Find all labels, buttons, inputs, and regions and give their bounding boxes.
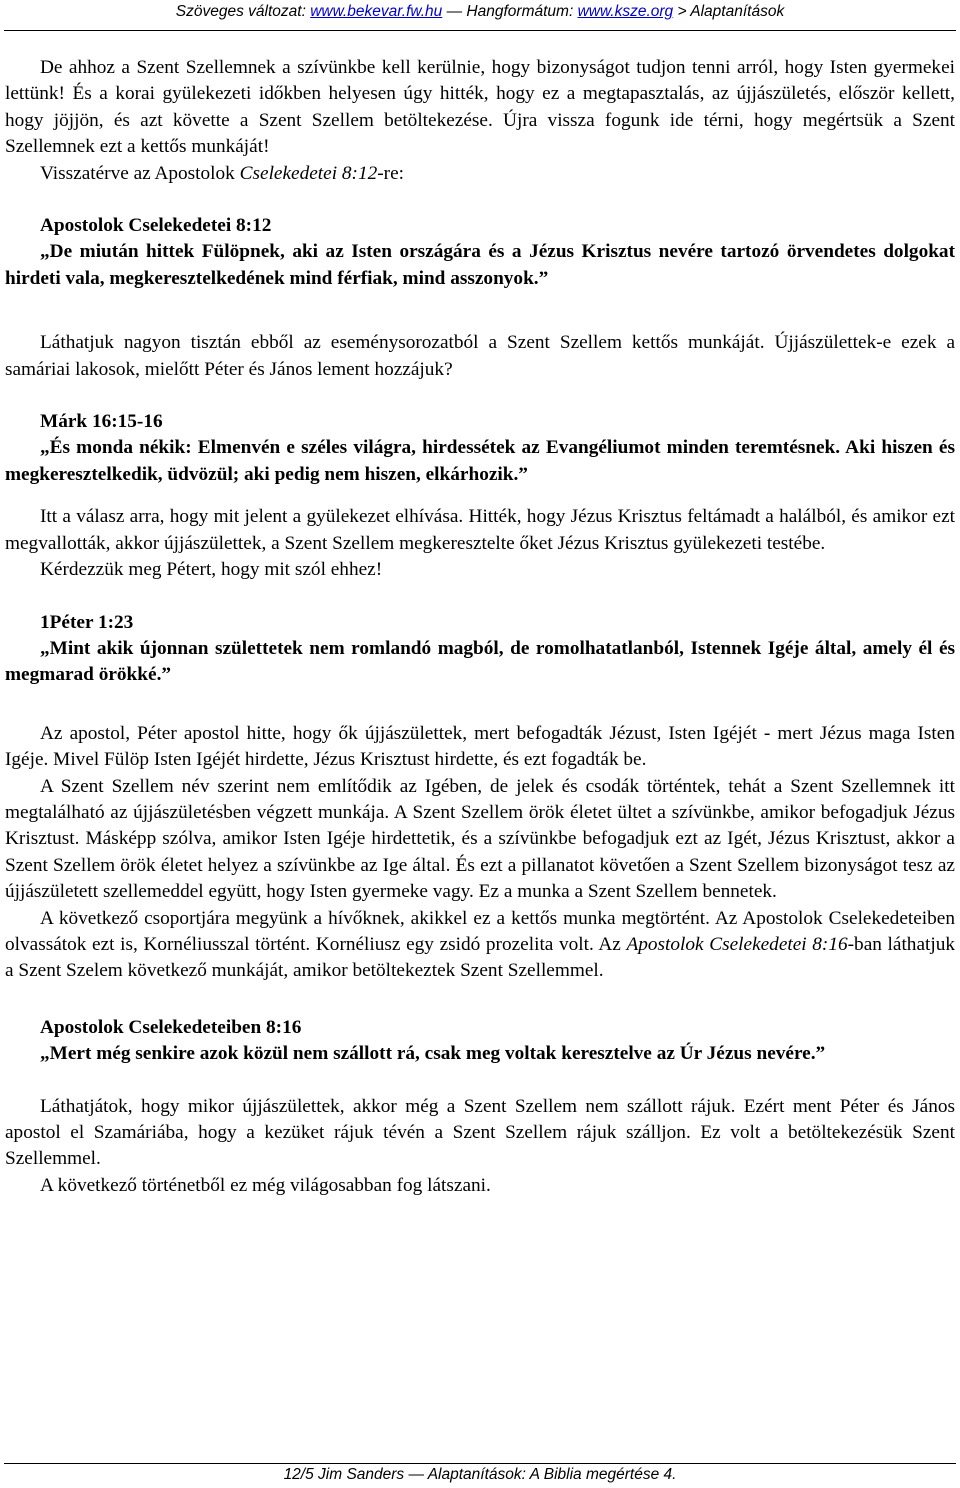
ksze-link[interactable]: www.ksze.org	[577, 3, 674, 20]
document-body	[5, 55, 955, 1199]
scripture-reference: 1Péter 1:23	[40, 611, 134, 633]
scripture-reference-inline: Cselekedetei 8:12	[239, 162, 378, 184]
paragraph-text: -ban láthatjuk a Szent Szelem következő munkáját, amikor betöltekeztek Szent Szellemmel.	[5, 933, 955, 982]
scripture-reference: Márk 16:15-16	[40, 411, 163, 433]
footer-divider	[4, 1463, 956, 1464]
quote-part: „Mint akik újonnan születtetek nem romlandó magból	[40, 637, 499, 659]
header-prefix: Szöveges változat:	[175, 3, 311, 20]
quote-part: .”	[156, 664, 172, 686]
scripture-reference: Apostolok Cselekedeteiben 8:16	[40, 1016, 302, 1038]
quote-part: , amely él és megmarad örökké	[5, 637, 956, 686]
bekevar-link[interactable]: www.bekevar.fw.hu	[310, 3, 443, 20]
paragraph-text: Visszatérve az Apostolok	[40, 162, 240, 184]
paragraph-text: -re:	[377, 162, 404, 184]
scripture-quote: „Mert még senkire azok közül nem szállott rá, csak meg voltak keresztelve az Úr Jézus nevére.”	[40, 1043, 826, 1065]
paragraph: A Szent Szellem név szerint nem említődik az Igében, de jelek és csodák történtek, tehát a Szent Szellemnek itt megtalálható az újjászületésben végzett munkája. A Szent Szellem örök életet ültet a szívünkbe, amikor befogadjuk Jézus Krisztust. Másképp szólva, amikor Isten Igéje hirdettetik, és a szívünkbe befogadjuk ezt az Igét, Jézus Krisztust, akkor a Szent Szellem örök életet helyez a szívünkbe az Ige által. És ezt a pillanatot követően a Szent Szellem bizonyságot tesz az újjászületett szellemeddel együtt, hogy Isten gyermeke vagy. Ez a munka a Szent Szellem bennetek.	[5, 775, 955, 903]
scripture-quote	[5, 636, 955, 689]
paragraph	[5, 906, 955, 985]
paragraph: A következő történetből ez még világosabban fog látszani.	[40, 1174, 491, 1196]
page-footer: 12/5 Jim Sanders — Alaptanítások: A Biblia megértése 4.	[283, 1466, 677, 1483]
header-suffix: > Alaptanítások	[673, 3, 785, 20]
quote-part: , de romolhatatlanból, Istennek Igéje által	[498, 637, 852, 659]
paragraph: Az apostol, Péter apostol hitte, hogy ők újjászülettek, mert befogadták Jézust, Isten Igéjét - mert Jézus maga Isten Igéje. Mivel Fülöp Isten Igéjét hirdette, Jézus Krisztust hirdette, és ezt fogadták be.	[5, 722, 955, 771]
paragraph: De ahhoz a Szent Szellemnek a szívünkbe kell kerülnie, hogy bizonyságot tudjon tenni arról, hogy Isten gyermekei lettünk! És a korai gyülekezeti időkben helyesen úgy hitték, hogy ez a megtapasztalás, az újjászületés, először kellett, hogy jöjjön, és azt követte a Szent Szellem betöltekezése. Újra vissza fogunk ide térni, hogy megértsük a Szent Szellemnek ezt a kettős munkáját!	[5, 57, 955, 158]
paragraph: Láthatjátok, hogy mikor újjászülettek, akkor még a Szent Szellem nem szállott rájuk. Ezért ment Péter és János apostol el Szamáriába, hogy a kezüket rájuk tévén a Szent Szellem rájuk szálljon. Ez volt a betöltekezésük Szent Szellemmel.	[5, 1095, 955, 1170]
paragraph	[5, 161, 955, 187]
page-header	[0, 3, 960, 21]
scripture-reference: Apostolok Cselekedetei 8:12	[40, 215, 272, 237]
scripture-quote: „De miután hittek Fülöpnek, aki az Isten országára és a Jézus Krisztus nevére tartozó örvendetes dolgokat hirdeti vala, megkeresztelkedének mind férfiak, mind asszonyok.”	[5, 241, 955, 289]
scripture-reference-inline: Apostolok Cselekedetei 8:16	[626, 933, 848, 955]
header-divider	[4, 30, 956, 31]
paragraph: Láthatjuk nagyon tisztán ebből az eseménysorozatból a Szent Szellem kettős munkáját. Újjászülettek-e ezek a samáriai lakosok, mielőtt Péter és János lement hozzájuk?	[5, 332, 955, 380]
paragraph-text: A következő csoportjára megyünk a hívőknek, akikkel ez a kettős munka megtörtént. Az Apostolok Cselekedeteiben olvassátok ezt is, Kornéliusszal történt. Kornéliusz egy zsidó prozelita volt. Az	[5, 907, 955, 955]
scripture-quote: „És monda nékik: Elmenvén e széles világra, hirdessétek az Evangéliumot minden teremtésnek. Aki hiszen és megkeresztelkedik, üdvözül; aki pedig nem hiszen, elkárhozik.”	[5, 437, 955, 485]
paragraph: Itt a válasz arra, hogy mit jelent a gyülekezet elhívása. Hitték, hogy Jézus Krisztus feltámadt a halálból, és amikor ezt megvallották, akkor újjászülettek, a Szent Szellem megkeresztelte őket Jézus Krisztus gyülekezeti testébe.	[5, 506, 955, 554]
header-middle: — Hangformátum:	[442, 3, 578, 20]
paragraph: Kérdezzük meg Pétert, hogy mit szól ehhez!	[40, 559, 383, 581]
